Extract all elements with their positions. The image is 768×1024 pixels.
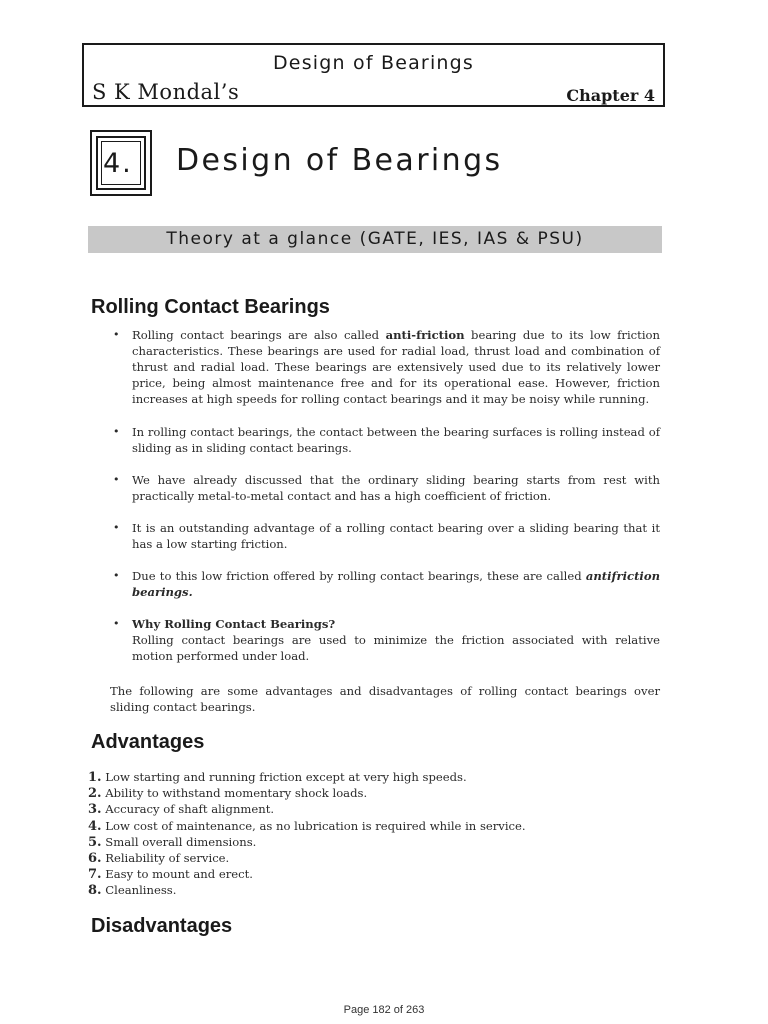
header-author: S K Mondal’s xyxy=(92,80,240,104)
bullet-item: • Due to this low friction offered by rolling contact bearings, these are called antifriction bearings. xyxy=(110,568,660,600)
bullet-subheading: • Why Rolling Contact Bearings? xyxy=(132,617,336,631)
section-heading-disadvantages: Disadvantages xyxy=(91,915,233,937)
list-item: 3. Accuracy of shaft alignment. xyxy=(88,802,275,818)
list-item: 7. Easy to mount and erect. xyxy=(88,867,253,883)
list-item: 8. Cleanliness. xyxy=(88,883,177,899)
page-number: Page 182 of 263 xyxy=(343,1004,425,1016)
header-chapter: Chapter 4 xyxy=(566,86,655,105)
header-title: Design of Bearings xyxy=(272,52,475,74)
bold-italic-term: antifriction bearings. xyxy=(132,569,660,599)
list-item: 5. Small overall dimensions. xyxy=(88,834,257,850)
bullet-item: • In rolling contact bearings, the contact between the bearing surfaces is rolling instead of sliding as in sliding contact bearings. xyxy=(110,424,660,456)
bullet-item: • Rolling contact bearings are also called anti-friction bearing due to its low friction characteristics. These bearings are used for radial load, thrust load and combination of thrust and radial load. These bearings are extensively used due to its relatively lower price, being almost maintenance free and for its operational ease. However, friction increases at high speeds for rolling contact bearings and it may be noisy while running. xyxy=(110,327,660,407)
chapter-number: 4. xyxy=(101,141,141,185)
bold-term: anti-friction xyxy=(385,328,465,342)
intro-paragraph: The following are some advantages and disadvantages of rolling contact bearings over sliding contact bearings. xyxy=(110,684,660,714)
chapter-number-box xyxy=(90,130,152,196)
running-header xyxy=(82,43,665,107)
section-heading-rolling: Rolling Contact Bearings xyxy=(91,296,330,318)
list-item: 4. Low cost of maintenance, as no lubrication is required while in service. xyxy=(88,818,526,834)
section-heading-advantages: Advantages xyxy=(91,731,205,753)
list-item: 6. Reliability of service. xyxy=(88,850,230,866)
bullet-item: • Why Rolling Contact Bearings? Rolling contact bearings are used to minimize the friction associated with relative motion performed under load. xyxy=(110,616,660,664)
chapter-title: Design of Bearings xyxy=(176,143,503,178)
list-item: 2. Ability to withstand momentary shock loads. xyxy=(88,786,368,802)
list-item: 1. Low starting and running friction except at very high speeds. xyxy=(88,770,467,785)
bullet-item: • It is an outstanding advantage of a rolling contact bearing over a sliding bearing that it has a low starting friction. xyxy=(110,520,660,552)
theory-banner: Theory at a glance (GATE, IES, IAS & PSU) xyxy=(88,226,662,253)
rolling-bullet-list xyxy=(110,327,660,664)
advantages-list xyxy=(88,769,648,899)
bullet-item: • We have already discussed that the ordinary sliding bearing starts from rest with practically metal-to-metal contact and has a high coefficient of friction. xyxy=(110,472,660,504)
